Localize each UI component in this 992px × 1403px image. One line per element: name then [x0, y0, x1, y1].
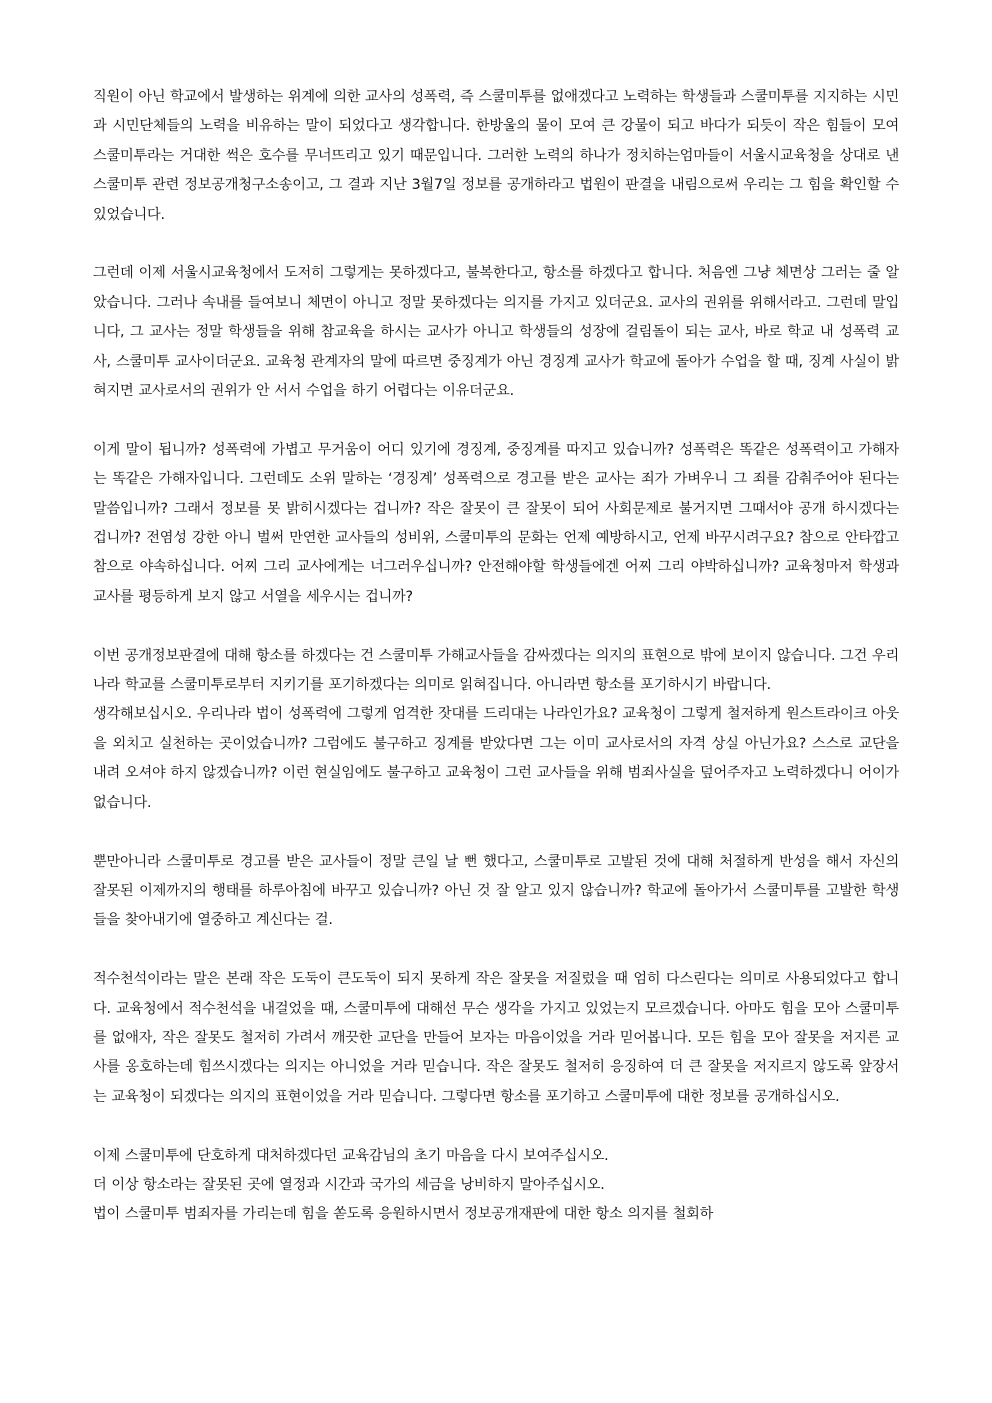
paragraph-3: 이게 말이 됩니까? 성폭력에 가볍고 무거움이 어디 있기에 경징계, 중징계를 따지고 있습니까? 성폭력은 똑같은 성폭력이고 가해자는 똑같은 가해자입니다. 그런데도 소위 말하는 ‘경징계’ 성폭력으로 경고를 받은 교사는 죄가 가벼우니 그 죄를 감춰주어야 된다는 말씀입니까? 그래서 정보를 못 밝히시겠다는 겁니까? 작은 잘못이 큰 잘못이 되어 사회문제로 불거지면 그때서야 공개 하시겠다는 겁니까? 전염성 강한 아니 벌써 만연한 교사들의 성비위, 스쿨미투의 문화는 언제 예방하시고, 언제 바꾸시려구요? 참으로 안타깝고 참으로 야속하십니다. 어찌 그리 교사에게는 너그러우십니까? 안전해야할 학생들에겐 어찌 그리 야박하십니까? 교육청마저 학생과 교사를 평등하게 보지 않고 서열을 세우시는 겁니까? [93, 441, 899, 605]
paragraph-4: 이번 공개정보판결에 대해 항소를 하겠다는 건 스쿨미투 가해교사들을 감싸겠다는 의지의 표현으로 밖에 보이지 않습니다. 그건 우리나라 학교를 스쿨미투로부터 지키기를 포기하겠다는 의미로 읽혀집니다. 아니라면 항소를 포기하시기 바랍니다. [93, 647, 899, 694]
paragraph-6: 적수천석이라는 말은 본래 작은 도둑이 큰도둑이 되지 못하게 작은 잘못을 저질렀을 때 엄히 다스린다는 의미로 사용되었다고 합니다. 교육청에서 적수천석을 내걸었을 때, 스쿨미투에 대해선 무슨 생각을 가지고 있었는지 모르겠습니다. 아마도 힘을 모아 스쿨미투를 없애자, 작은 잘못도 철저히 가려서 깨끗한 교단을 만들어 보자는 마음이었을 거라 믿어봅니다. 모든 힘을 모아 잘못을 저지른 교사를 옹호하는데 힘쓰시겠다는 의지는 아니었을 거라 믿습니다. 작은 잘못도 철저히 응징하여 더 큰 잘못을 저지르지 않도록 앞장서는 교육청이 되겠다는 의지의 표현이었을 거라 믿습니다. 그렇다면 항소를 포기하고 스쿨미투에 대한 정보를 공개하십시오. [93, 971, 899, 1105]
paragraph-4-block [93, 642, 899, 818]
letter-body [93, 83, 899, 1259]
closing-block [93, 1142, 899, 1230]
closing-line-2: 더 이상 항소라는 잘못된 곳에 열정과 시간과 국가의 세금을 낭비하지 말아주십시오. [93, 1176, 605, 1193]
paragraph-5: 뿐만아니라 스쿨미투로 경고를 받은 교사들이 정말 큰일 날 뻔 했다고, 스쿨미투로 고발된 것에 대해 처절하게 반성을 해서 자신의 잘못된 이제까지의 행태를 하루아침에 바꾸고 있습니까? 아닌 것 잘 알고 있지 않습니까? 학교에 돌아가서 스쿨미투를 고발한 학생들을 찾아내기에 열중하고 계신다는 걸. [93, 853, 899, 929]
paragraph-4-continuation: 생각해보십시오. 우리나라 법이 성폭력에 그렇게 엄격한 잣대를 드리대는 나라인가요? 교육청이 그렇게 철저하게 원스트라이크 아웃을 외치고 실천하는 곳이었습니까? 그럼에도 불구하고 징계를 받았다면 그는 이미 교사로서의 자격 상실 아닌가요? 스스로 교단을 내려 오셔야 하지 않겠습니까? 이런 현실임에도 불구하고 교육청이 그런 교사들을 위해 범죄사실을 덮어주자고 노력하겠다니 어이가 없습니다. [93, 706, 899, 811]
closing-line-1: 이제 스쿨미투에 단호하게 대처하겠다던 교육감님의 초기 마음을 다시 보여주십시오. [93, 1147, 609, 1164]
closing-line-3: 법이 스쿨미투 범죄자를 가리는데 힘을 쏟도록 응원하시면서 정보공개재판에 대한 항소 의지를 철회하 [93, 1206, 714, 1223]
paragraph-1: 직원이 아닌 학교에서 발생하는 위계에 의한 교사의 성폭력, 즉 스쿨미투를 없애겠다고 노력하는 학생들과 스쿨미투를 지지하는 시민과 시민단체들의 노력을 비유하는 말이 되었다고 생각합니다. 한방울의 물이 모여 큰 강물이 되고 바다가 되듯이 작은 힘들이 모여 스쿨미투라는 거대한 썩은 호수를 무너뜨리고 있기 때문입니다. 그러한 노력의 하나가 정치하는엄마들이 서울시교육청을 상대로 낸 스쿨미투 관련 정보공개청구소송이고, 그 결과 지난 3월7일 정보를 공개하라고 법원이 판결을 내림으로써 우리는 그 힘을 확인할 수 있었습니다. [93, 89, 899, 223]
paragraph-2: 그런데 이제 서울시교육청에서 도저히 그렇게는 못하겠다고, 불복한다고, 항소를 하겠다고 합니다. 처음엔 그냥 체면상 그러는 줄 알았습니다. 그러나 속내를 들여보니 체면이 아니고 정말 못하겠다는 의지를 가지고 있더군요. 교사의 권위를 위해서라고. 그런데 말입니다, 그 교사는 정말 학생들을 위해 참교육을 하시는 교사가 아니고 학생들의 성장에 걸림돌이 되는 교사, 바로 학교 내 성폭력 교사, 스쿨미투 교사이더군요. 교육청 관계자의 말에 따르면 중징계가 아닌 경징계 교사가 학교에 돌아가 수업을 할 때, 징계 사실이 밝혀지면 교사로서의 권위가 안 서서 수업을 하기 어렵다는 이유더군요. [93, 265, 899, 400]
